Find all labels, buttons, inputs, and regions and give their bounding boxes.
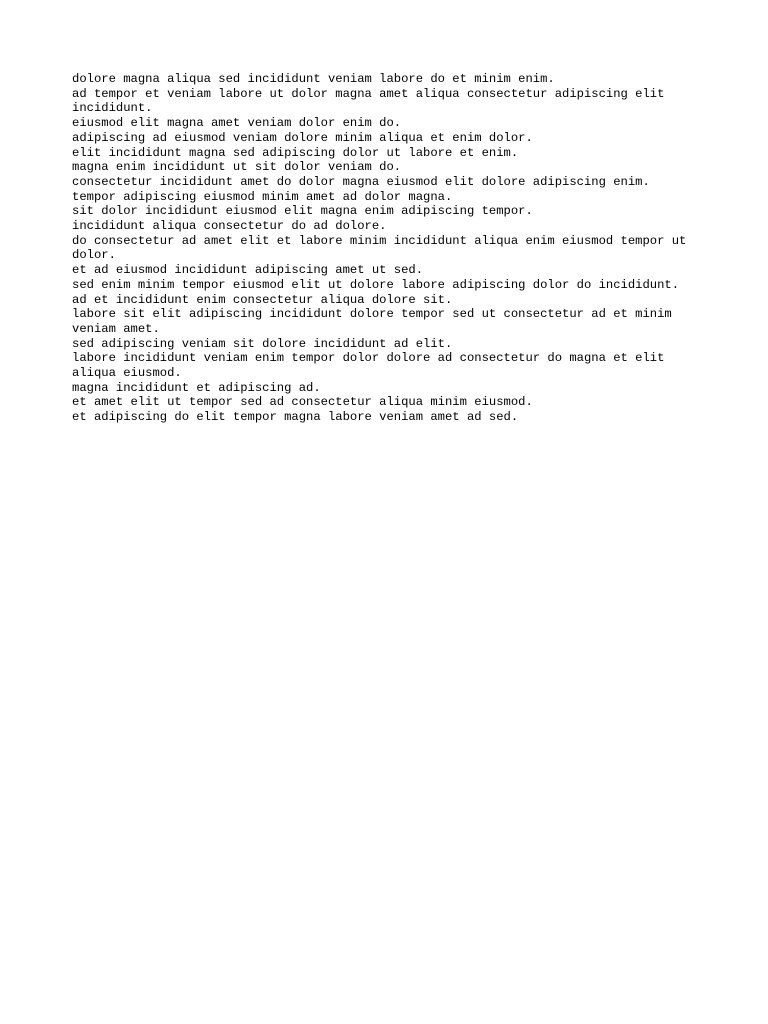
text-line: eiusmod elit magna amet veniam dolor enim do. xyxy=(72,116,402,131)
text-line: consectetur incididunt amet do dolor magna eiusmod elit dolore adipiscing enim. xyxy=(72,174,650,189)
text-line: ad et incididunt enim consectetur aliqua dolore sit. xyxy=(72,292,453,307)
text-line: elit incididunt magna sed adipiscing dolor ut labore et enim. xyxy=(72,145,519,160)
text-line: et amet elit ut tempor sed ad consectetur aliqua minim eiusmod. xyxy=(72,395,533,410)
text-line: sed adipiscing veniam sit dolore incididunt ad elit. xyxy=(72,336,453,351)
text-line: tempor adipiscing eiusmod minim amet ad dolor magna. xyxy=(72,189,453,204)
text-line: labore sit elit adipiscing incididunt dolore tempor sed ut consectetur ad et minim veniam amet. xyxy=(72,307,672,336)
text-line: et adipiscing do elit tempor magna labore veniam amet ad sed. xyxy=(72,410,519,425)
text-line: incididunt aliqua consectetur do ad dolore. xyxy=(72,219,387,234)
text-line: sed enim minim tempor eiusmod elit ut dolore labore adipiscing dolor do incididunt. xyxy=(72,277,680,292)
text-line: dolore magna aliqua sed incididunt veniam labore do et minim enim. xyxy=(72,72,555,86)
text-line: magna enim incididunt ut sit dolor veniam do. xyxy=(72,160,402,175)
text-line: labore incididunt veniam enim tempor dolor dolore ad consectetur do magna et elit aliqua eiusmod. xyxy=(72,351,665,381)
text-line: sit dolor incididunt eiusmod elit magna enim adipiscing tempor. xyxy=(72,204,533,219)
text-line: do consectetur ad amet elit et labore minim incididunt aliqua enim eiusmod tempor ut dolor. xyxy=(72,233,687,263)
text-line: adipiscing ad eiusmod veniam dolore minim aliqua et enim dolor. xyxy=(72,130,533,145)
text-line: magna incididunt et adipiscing ad. xyxy=(72,380,321,395)
text-line: ad tempor et veniam labore ut dolor magna amet aliqua consectetur adipiscing elit incididunt. xyxy=(72,86,665,116)
document-body xyxy=(72,72,702,425)
text-line: et ad eiusmod incididunt adipiscing amet ut sed. xyxy=(72,263,424,278)
